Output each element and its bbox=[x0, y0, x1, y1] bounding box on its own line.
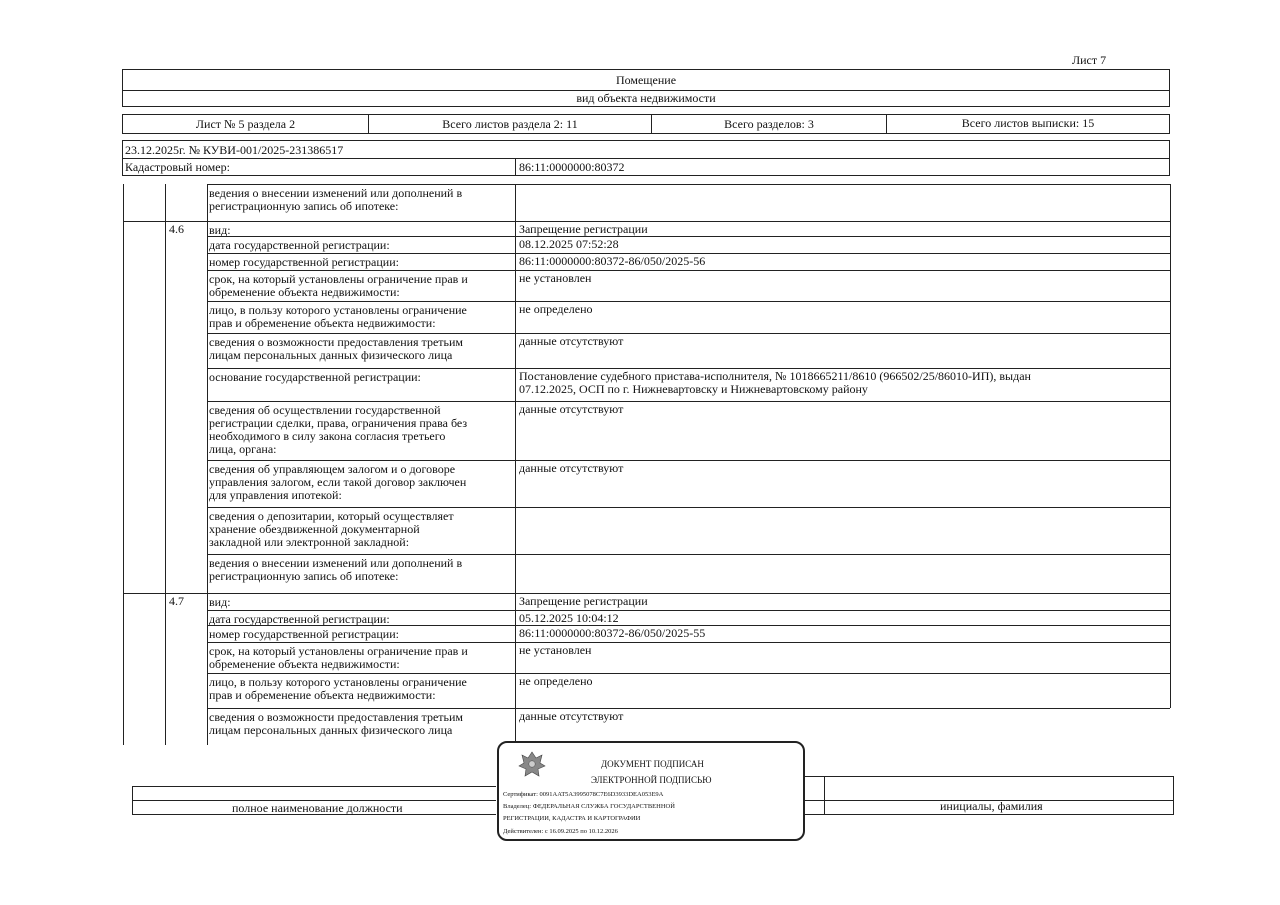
row-label: номер государственной регистрации: bbox=[209, 627, 399, 641]
stamp-owner-1: Владелец: ФЕДЕРАЛЬНАЯ СЛУЖБА ГОСУДАРСТВЕННОЙ bbox=[503, 803, 675, 810]
stamp-title-1: ДОКУМЕНТ ПОДПИСАН bbox=[601, 759, 704, 769]
sheet-info-bar bbox=[122, 114, 1170, 134]
row-label: сведения о возможности предоставления третьим лицам персональных данных физического лица bbox=[209, 335, 464, 362]
row-label: лицо, в пользу которого установлены ограничение прав и обременение объекта недвижимости: bbox=[209, 303, 467, 330]
row-label: ведения о внесении изменений или дополнений в регистрационную запись об ипотеке: bbox=[209, 186, 463, 213]
row-label: срок, на который установлены ограничение прав и обременение объекта недвижимости: bbox=[209, 272, 468, 299]
row-label: дата государственной регистрации: bbox=[209, 612, 390, 626]
row-value: Постановление судебного пристава-исполнителя, № 1018665211/8610 (966502/25/86010-ИП), выдан 07.12.2025, ОСП по г. Нижневартовску и Нижневартовскому району bbox=[519, 369, 1031, 396]
electronic-signature-stamp bbox=[497, 741, 805, 841]
doc-reference: 23.12.2025г. № КУВИ-001/2025-231386517 bbox=[125, 143, 344, 157]
sheets-in-section: Всего листов раздела 2: 11 bbox=[442, 117, 578, 131]
row-label: вид: bbox=[209, 595, 231, 609]
row-value: не определено bbox=[519, 302, 593, 316]
sheets-total: Всего листов выписки: 15 bbox=[961, 116, 1095, 130]
row-value: не определено bbox=[519, 674, 593, 688]
stamp-validity: Действителен: с 16.09.2025 по 10.12.2026 bbox=[503, 828, 618, 835]
name-caption: инициалы, фамилия bbox=[940, 799, 1043, 813]
doc-ref-block bbox=[122, 140, 1170, 176]
row-label: сведения о депозитарии, который осуществляет хранение обездвиженной документарной закладной или электронной закладной: bbox=[209, 509, 454, 549]
row-value: данные отсутствуют bbox=[519, 709, 624, 723]
row-label: ведения о внесении изменений или дополнений в регистрационную запись об ипотеке: bbox=[209, 556, 463, 583]
row-value: Запрещение регистрации bbox=[519, 222, 648, 236]
row-label: номер государственной регистрации: bbox=[209, 255, 399, 269]
row-value: данные отсутствуют bbox=[519, 402, 624, 416]
row-value: 86:11:0000000:80372-86/050/2025-56 bbox=[519, 254, 706, 268]
row-value: 86:11:0000000:80372-86/050/2025-55 bbox=[519, 626, 706, 640]
row-label: сведения об управляющем залогом и о договоре управления залогом, если такой договор заключен для управления ипотекой: bbox=[209, 462, 467, 502]
row-label: основание государственной регистрации: bbox=[209, 370, 421, 384]
sheet-number: Лист 7 bbox=[1072, 53, 1107, 67]
row-label: сведения об осуществлении государственной регистрации сделки, права, ограничения права без необходимого в силу закона согласия третьего лица, органа: bbox=[209, 403, 468, 456]
row-label: сведения о возможности предоставления третьим лицам персональных данных физического лица bbox=[209, 710, 464, 737]
row-value: 05.12.2025 10:04:12 bbox=[519, 611, 619, 625]
object-header bbox=[122, 69, 1170, 107]
row-number: 4.6 bbox=[169, 222, 184, 236]
row-label: вид: bbox=[209, 223, 231, 237]
row-value: Запрещение регистрации bbox=[519, 594, 648, 608]
sheet-section: Лист № 5 раздела 2 bbox=[195, 117, 296, 131]
row-label: срок, на который установлены ограничение прав и обременение объекта недвижимости: bbox=[209, 644, 468, 671]
row-value: 08.12.2025 07:52:28 bbox=[519, 237, 619, 251]
row-value: не установлен bbox=[519, 643, 592, 657]
coat-of-arms-icon bbox=[515, 749, 549, 779]
row-label: лицо, в пользу которого установлены ограничение прав и обременение объекта недвижимости: bbox=[209, 675, 467, 702]
object-name: Помещение bbox=[615, 73, 677, 87]
stamp-certificate: Сертификат: 0091AAT5A3995078C7E6D3933DEA053E9A bbox=[503, 791, 664, 798]
cadastral-number: 86:11:0000000:80372 bbox=[519, 160, 625, 174]
row-label: дата государственной регистрации: bbox=[209, 238, 390, 252]
row-value: не установлен bbox=[519, 271, 592, 285]
row-number: 4.7 bbox=[169, 594, 184, 608]
stamp-title-2: ЭЛЕКТРОННОЙ ПОДПИСЬЮ bbox=[591, 775, 712, 785]
object-type: вид объекта недвижимости bbox=[576, 91, 716, 105]
sections-total: Всего разделов: 3 bbox=[724, 117, 814, 131]
position-caption: полное наименование должности bbox=[232, 801, 403, 815]
row-value: данные отсутствуют bbox=[519, 461, 624, 475]
row-value: данные отсутствуют bbox=[519, 334, 624, 348]
stamp-owner-2: РЕГИСТРАЦИИ, КАДАСТРА И КАРТОГРАФИИ bbox=[503, 815, 641, 822]
cadastral-label: Кадастровый номер: bbox=[125, 160, 230, 174]
